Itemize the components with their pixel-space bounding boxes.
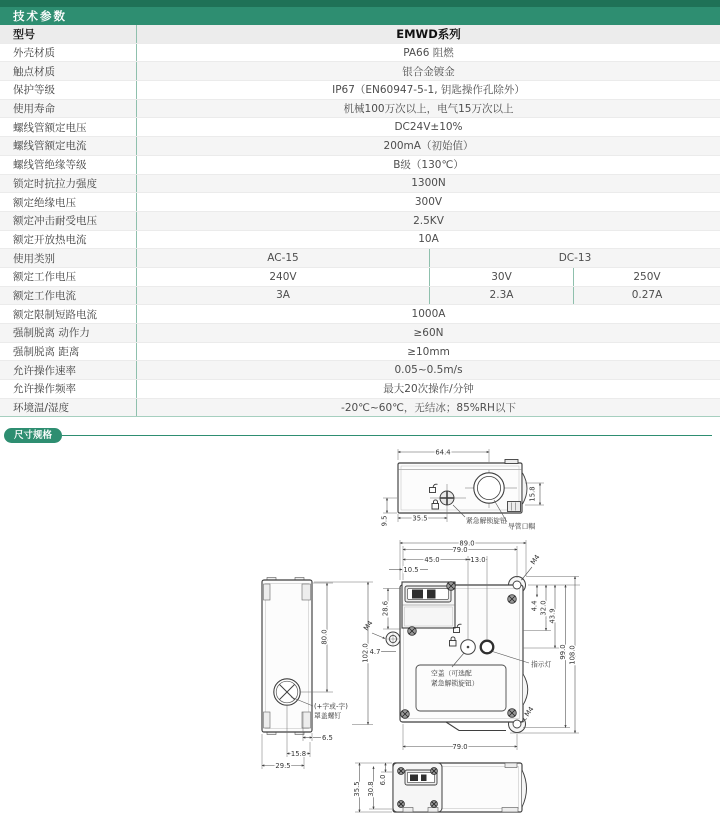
- indicator-callout: 指示灯: [531, 660, 552, 669]
- spec-value: 300V: [414, 196, 443, 209]
- dim-label: 6.5: [322, 733, 333, 742]
- spec-value: 2.5KV: [413, 214, 444, 227]
- screw-icon: [447, 582, 456, 591]
- spec-value: 200mA（初始值）: [383, 140, 474, 153]
- dim-label: 9.5: [380, 515, 389, 527]
- spec-value: ≥10mm: [407, 345, 450, 358]
- spec-value: 0.05~0.5m/s: [394, 364, 463, 377]
- dim-label: 13.0: [470, 555, 486, 564]
- spec-value: EMWD系列: [396, 26, 461, 41]
- indicator-light: [481, 641, 494, 654]
- spec-label: 允许操作频率: [0, 380, 137, 398]
- cover-callout-line1: 空盖（可选配: [431, 669, 472, 678]
- top-green-strip: [0, 0, 720, 7]
- table-row: [0, 118, 720, 137]
- screw-icon: [398, 768, 405, 775]
- spec-label: 额定开放热电流: [0, 231, 137, 249]
- dim-label: 4.7: [369, 647, 381, 656]
- table-row: [0, 25, 720, 44]
- section-rule: [62, 435, 712, 436]
- spec-label: 锁定时抗拉力强度: [0, 175, 137, 193]
- spec-value: 最大20次操作/分钟: [383, 383, 474, 396]
- spec-value: ≥60N: [413, 326, 444, 339]
- spec-label: 螺线管额定电压: [0, 118, 137, 136]
- cover-screw-callout-line2: 罩盖螺钉: [314, 712, 342, 720]
- top-view: [381, 449, 545, 531]
- table-row: [0, 193, 720, 212]
- m4-hole: [513, 720, 521, 728]
- table-row: [0, 343, 720, 362]
- spec-value: B级（130℃）: [393, 159, 464, 172]
- spec-value: 1000A: [411, 308, 446, 321]
- dim-label: 29.5: [275, 761, 291, 770]
- spec-value-dc1: 30V: [430, 268, 574, 286]
- spec-label: 触点材质: [0, 62, 137, 80]
- screw-icon: [398, 801, 405, 808]
- m4-hole: [513, 581, 521, 589]
- cap-clip: [508, 502, 521, 512]
- m4-label: M4: [523, 705, 536, 719]
- dim-label: 15.8: [290, 749, 307, 758]
- table-row: [0, 81, 720, 100]
- table-row: [0, 380, 720, 399]
- table-row-utilization-category: [0, 249, 720, 268]
- dim-label: 99.0: [559, 644, 567, 660]
- dim-label: 80.0: [320, 629, 329, 645]
- table-row-rated-current: [0, 287, 720, 306]
- dim-label: 45.0: [424, 555, 440, 564]
- screw-icon: [508, 595, 517, 604]
- dimension-drawing: [0, 437, 720, 817]
- spec-value: -20℃~60℃，无结冰；85%RH以下: [341, 402, 516, 415]
- table-row: [0, 62, 720, 81]
- spec-label: 额定限制短路电流: [0, 305, 137, 323]
- dim-label: 30.8: [367, 781, 375, 797]
- table-row: [0, 212, 720, 231]
- front-view: [314, 539, 580, 751]
- spec-label: 强制脱离 距离: [0, 343, 137, 361]
- dim-label: 108.0: [568, 645, 577, 665]
- spec-label: 保护等级: [0, 81, 137, 99]
- dimension-section-title: 尺寸规格: [4, 428, 62, 443]
- spec-label: 额定工作电流: [0, 287, 137, 305]
- dim-label: 6.0: [379, 774, 387, 786]
- spec-value: 10A: [418, 233, 439, 246]
- table-row-rated-voltage: [0, 268, 720, 287]
- cover-callout-line2: 紧急解锁旋钮）: [431, 679, 479, 688]
- spec-label: 螺线管额定电流: [0, 137, 137, 155]
- spec-label: 型号: [0, 25, 137, 43]
- table-row: [0, 399, 720, 418]
- spec-value: PA66 阻燃: [403, 47, 454, 60]
- table-row: [0, 305, 720, 324]
- bottom-step: [446, 722, 506, 731]
- dim-label: 28.6: [381, 600, 390, 617]
- dim-label: 4.4: [530, 600, 539, 612]
- table-row: [0, 231, 720, 250]
- spec-label: 额定冲击耐受电压: [0, 212, 137, 230]
- dim-label: 10.5: [403, 565, 419, 574]
- spec-value: 1300N: [411, 177, 446, 190]
- screw-icon: [431, 801, 438, 808]
- table-row: [0, 361, 720, 380]
- dim-label: 79.0: [452, 743, 468, 751]
- spec-value-ac: 3A: [137, 287, 430, 305]
- spec-label: 强制脱离 动作力: [0, 324, 137, 342]
- spec-value-ac: AC-15: [137, 249, 430, 267]
- screw-icon: [508, 709, 517, 718]
- spec-label: 额定绝缘电压: [0, 193, 137, 211]
- spec-value-ac: 240V: [137, 268, 430, 286]
- spec-label: 使用类别: [0, 249, 137, 267]
- m4-label: M4: [529, 553, 542, 567]
- dim-label: 64.4: [435, 448, 451, 457]
- table-row: [0, 44, 720, 63]
- screw-icon: [408, 627, 417, 636]
- table-row: [0, 137, 720, 156]
- spec-label: 使用寿命: [0, 100, 137, 118]
- table-row: [0, 100, 720, 119]
- dim-label: 15.8: [528, 486, 537, 502]
- table-row: [0, 156, 720, 175]
- tech-section-title: 技术参数: [0, 7, 720, 25]
- spec-value-dc1: 2.3A: [430, 287, 574, 305]
- spec-value-dc: DC-13: [558, 252, 592, 265]
- side-view: [262, 578, 348, 770]
- spec-value-dc2: 0.27A: [631, 289, 663, 302]
- spec-value: IP67（EN60947-5-1, 钥匙操作孔除外）: [332, 84, 525, 97]
- dim-label: 102.0: [361, 643, 370, 663]
- table-row: [0, 175, 720, 194]
- knob-callout: 紧急解锁旋钮: [466, 517, 507, 525]
- cap-callout: 导管口帽: [508, 522, 536, 531]
- spec-label: 允许操作速率: [0, 361, 137, 379]
- top-tab: [505, 460, 518, 464]
- dim-label: 32.0: [539, 600, 548, 616]
- spec-table: [0, 25, 720, 417]
- spec-label: 额定工作电压: [0, 268, 137, 286]
- dim-label: 43.9: [548, 608, 557, 624]
- screw-icon: [431, 768, 438, 775]
- spec-value: DC24V±10%: [394, 121, 463, 134]
- cover-screw-callout-line1: (+字或-字): [314, 702, 348, 711]
- spec-label: 螺线管绝缘等级: [0, 156, 137, 174]
- spec-label: 环境温/湿度: [0, 399, 137, 417]
- conduit-cap-bulge: [523, 473, 528, 504]
- spec-label: 外壳材质: [0, 44, 137, 62]
- table-row: [0, 324, 720, 343]
- dim-label: 35.5: [353, 781, 361, 797]
- spec-value: 机械100万次以上，电气15万次以上: [343, 103, 514, 116]
- conduit-port-circle: [474, 473, 504, 503]
- dim-label: 79.0: [452, 545, 468, 554]
- side-bulge: [523, 674, 528, 705]
- dim-label: 89.0: [459, 539, 475, 548]
- spec-value-dc2: 250V: [633, 270, 661, 283]
- m4-label: M4: [362, 619, 375, 633]
- screw-icon: [401, 710, 410, 719]
- dim-label: 35.5: [412, 514, 428, 523]
- spec-value: 银合金镀金: [402, 65, 455, 78]
- bottom-view: [353, 763, 527, 812]
- side-bulge: [522, 770, 527, 807]
